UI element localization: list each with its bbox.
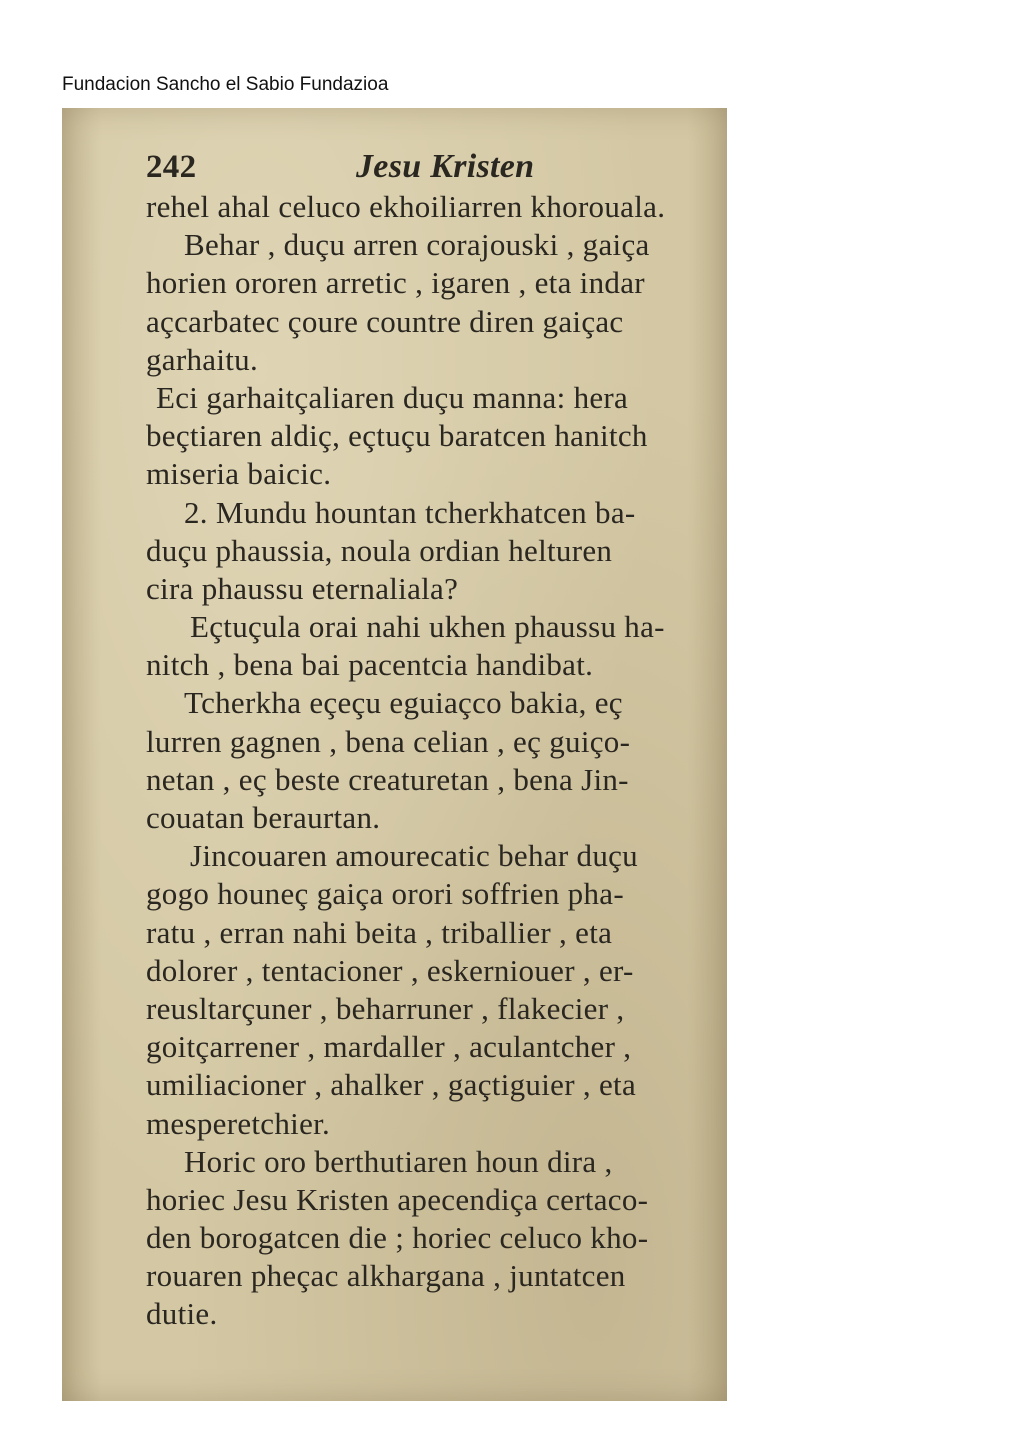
text-line: Eci garhaitçaliaren duçu manna: hera [156, 379, 629, 415]
text-line: miseria baicic. [146, 456, 332, 492]
text-line: den borogatcen die ; horiec celuco kho- [146, 1220, 649, 1256]
text-line: cira phaussu eternaliala? [146, 570, 459, 606]
text-line: couatan beraurtan. [146, 800, 381, 835]
digitization-credit: Fundacion Sancho el Sabio Fundazioa [62, 74, 389, 95]
running-title: Jesu Kristen [356, 148, 535, 185]
text-line: açcarbatec çoure countre diren gaiçac [146, 303, 624, 339]
text-line: Behar , duçu arren corajouski , gaiça [184, 227, 650, 263]
running-head [146, 148, 706, 188]
text-line: gogo houneç gaiça orori soffrien pha- [146, 876, 624, 912]
text-line: dolorer , tentacioner , eskerniouer , er- [146, 952, 634, 988]
text-line: beçtiaren aldiç, eçtuçu baratcen hanitch [146, 418, 648, 454]
text-line: umiliacioner , ahalker , gaçtiguier , eta [146, 1067, 636, 1103]
text-line: 2. Mundu hountan tcherkhatcen ba- [184, 494, 636, 530]
text-line: Jincouaren amourecatic behar duçu [190, 838, 638, 874]
page-number: 242 [146, 149, 197, 185]
text-line: ratu , erran nahi beita , triballier , eta [146, 914, 613, 950]
text-line: mesperetchier. [146, 1105, 331, 1141]
text-line: rehel ahal celuco ekhoiliarren khorouala. [146, 189, 666, 224]
scanned-page [62, 108, 727, 1401]
text-line: horiec Jesu Kristen apecendiça certaco- [146, 1181, 649, 1217]
text-line: rouaren pheçac alkhargana , juntatcen [146, 1258, 626, 1294]
text-line: lurren gagnen , bena celian , eç guiço- [146, 723, 631, 759]
text-line: Eçtuçula orai nahi ukhen phaussu ha- [190, 609, 665, 645]
text-line: Tcherkha eçeçu eguiaçco bakia, eç [184, 685, 623, 721]
text-line: netan , eç beste creaturetan , bena Jin- [146, 761, 629, 797]
page-body [146, 148, 706, 1334]
text-line: Horic oro berthutiaren houn dira , [184, 1143, 613, 1179]
text-line: reusltarçuner , beharruner , flakecier , [146, 990, 625, 1026]
text-line: goitçarrener , mardaller , aculantcher , [146, 1029, 632, 1065]
text-line: nitch , bena bai pacentcia handibat. [146, 647, 594, 683]
text-line: duçu phaussia, noula ordian helturen [146, 532, 613, 568]
text-line: garhaitu. [146, 341, 259, 377]
text-line: dutie. [146, 1296, 218, 1332]
text-line: horien ororen arretic , igaren , eta indar [146, 265, 645, 301]
